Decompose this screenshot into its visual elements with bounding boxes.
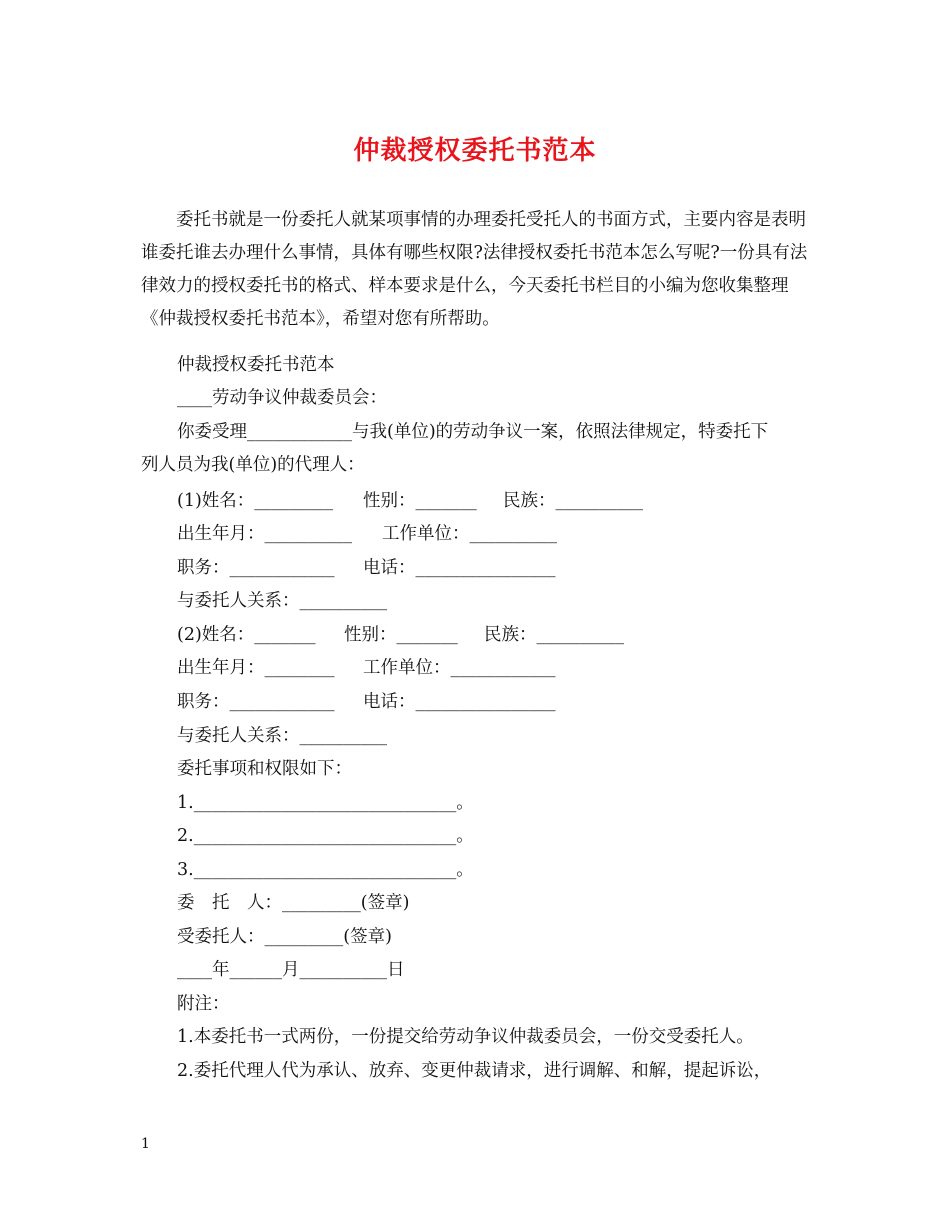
addressee-line: ____劳动争议仲裁委员会： [177, 388, 387, 408]
trustee-signature-line: 受委托人：_________(签章) [177, 927, 392, 947]
agent1-phone-field: 电话：________________ [363, 558, 556, 578]
note-item-1: 1.本委托书一式两份，一份提交给劳动争议仲裁委员会，一份交受委托人。 [177, 1027, 754, 1047]
agent2-employer-field: 工作单位：____________ [363, 658, 556, 678]
matter-item-1: 1.______________________________。 [177, 793, 474, 813]
agent2-phone-field: 电话：________________ [363, 692, 556, 712]
agent1-employer-field: 工作单位：__________ [382, 524, 557, 544]
agent1-position-field: 职务：____________ [177, 558, 335, 578]
agent1-row1 [177, 490, 643, 512]
agent2-ethnicity-field: 民族：__________ [484, 625, 624, 645]
body-line-1: 你委受理____________与我(单位)的劳动争议一案，依照法律规定，特委托下 [177, 422, 769, 442]
agent2-birth-field: 出生年月：________ [177, 658, 335, 678]
agent1-row3 [177, 557, 556, 579]
agent2-row3 [177, 691, 556, 713]
matters-heading: 委托事项和权限如下： [177, 759, 352, 779]
agent2-row2 [177, 657, 556, 679]
note-item-2: 2.委托代理人代为承认、放弃、变更仲裁请求，进行调解、和解，提起诉讼， [177, 1061, 772, 1081]
document-title: 仲裁授权委托书范本 [353, 136, 597, 166]
date-line: ____年______月__________日 [177, 960, 405, 980]
agent1-relation-field: 与委托人关系：__________ [177, 591, 387, 611]
agent1-gender-field: 性别：_______ [363, 491, 477, 511]
agent1-row2 [177, 523, 557, 545]
body-line-2: 列人员为我(单位)的代理人： [141, 455, 365, 475]
agent2-name-field: (2)姓名：_______ [177, 625, 316, 645]
agent1-ethnicity-field: 民族：__________ [503, 491, 643, 511]
agent2-row1 [177, 624, 624, 646]
agent1-birth-field: 出生年月：__________ [177, 524, 352, 544]
template-heading: 仲裁授权委托书范本 [177, 355, 335, 375]
intro-paragraph: 委托书就是一份委托人就某项事情的办理委托受托人的书面方式，主要内容是表明谁委托谁去办理什么事情，具体有哪些权限?法律授权委托书范本怎么写呢?一份具有法律效力的授权委托书的格式、样本要求是什么，今天委托书栏目的小编为您收集整理《仲裁授权委托书范本》，希望对您有所帮助。 [141, 210, 808, 329]
agent2-relation-field: 与委托人关系：__________ [177, 726, 387, 746]
page-number: 1 [141, 1136, 150, 1152]
notes-heading: 附注： [177, 994, 230, 1014]
matter-item-3: 3.______________________________。 [177, 860, 474, 880]
agent1-name-field: (1)姓名：_________ [177, 491, 334, 511]
agent2-position-field: 职务：____________ [177, 692, 335, 712]
principal-signature-line: 委 托 人：_________(签章) [177, 893, 410, 913]
matter-item-2: 2.______________________________。 [177, 826, 474, 846]
agent2-gender-field: 性别：_______ [344, 625, 458, 645]
